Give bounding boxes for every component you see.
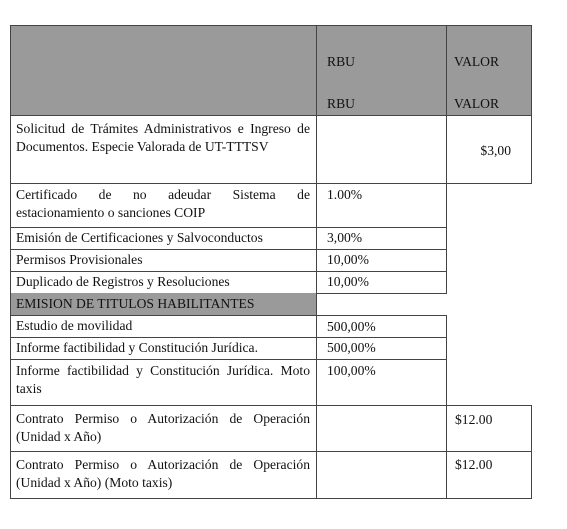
row-rbu: 500,00% bbox=[317, 315, 447, 338]
table-row bbox=[10, 359, 532, 405]
table-row bbox=[10, 271, 532, 293]
row-description: Estudio de movilidad bbox=[10, 315, 317, 338]
row-description: Informe factibilidad y Constitución Jurídica. Moto taxis bbox=[10, 359, 317, 406]
table-row bbox=[10, 315, 532, 337]
table-row bbox=[10, 249, 532, 271]
row-description: Contrato Permiso o Autorización de Operación (Unidad x Año) (Moto taxis) bbox=[10, 451, 317, 499]
row-description: Certificado de no adeudar Sistema de estacionamiento o sanciones COIP bbox=[10, 183, 317, 228]
row-description: Contrato Permiso o Autorización de Operación (Unidad x Año) bbox=[10, 405, 317, 452]
row-rbu: 1.00% bbox=[317, 183, 447, 228]
table-row bbox=[10, 227, 532, 249]
header-description-cell bbox=[10, 25, 317, 116]
fee-table bbox=[10, 25, 532, 499]
table-row bbox=[10, 405, 532, 451]
row-rbu bbox=[317, 451, 447, 499]
row-rbu: 3,00% bbox=[317, 227, 447, 250]
row-description: Solicitud de Trámites Administrativos e Ingreso de Documentos. Especie Valorada de UT-TTTSV bbox=[10, 115, 317, 184]
row-rbu: 100,00% bbox=[317, 359, 447, 406]
header-valor-label-repeat: VALOR bbox=[454, 96, 500, 111]
row-description: Duplicado de Registros y Resoluciones bbox=[10, 271, 317, 294]
row-rbu: 500,00% bbox=[317, 337, 447, 360]
table-row bbox=[10, 451, 532, 499]
header-rbu-label-repeat: RBU bbox=[327, 96, 355, 111]
table-row bbox=[10, 183, 532, 227]
row-rbu: 10,00% bbox=[317, 249, 447, 272]
row-description: Permisos Provisionales bbox=[10, 249, 317, 272]
row-valor: $3,00 bbox=[447, 115, 532, 184]
table-row bbox=[10, 115, 532, 183]
row-rbu bbox=[317, 115, 447, 184]
header-rbu-cell bbox=[317, 25, 447, 116]
section-header-row bbox=[10, 293, 532, 315]
section-title: EMISION DE TITULOS HABILITANTES bbox=[10, 293, 317, 316]
header-rbu-label: RBU bbox=[327, 54, 355, 69]
row-description: Emisión de Certificaciones y Salvoconductos bbox=[10, 227, 317, 250]
table-row bbox=[10, 337, 532, 359]
row-valor: $12.00 bbox=[447, 405, 532, 452]
table-header bbox=[10, 25, 532, 115]
row-rbu bbox=[317, 405, 447, 452]
row-description: Informe factibilidad y Constitución Jurídica. bbox=[10, 337, 317, 360]
row-valor: $12.00 bbox=[447, 451, 532, 499]
row-rbu: 10,00% bbox=[317, 271, 447, 294]
header-valor-label: VALOR bbox=[454, 54, 500, 69]
header-valor-cell bbox=[447, 25, 532, 116]
